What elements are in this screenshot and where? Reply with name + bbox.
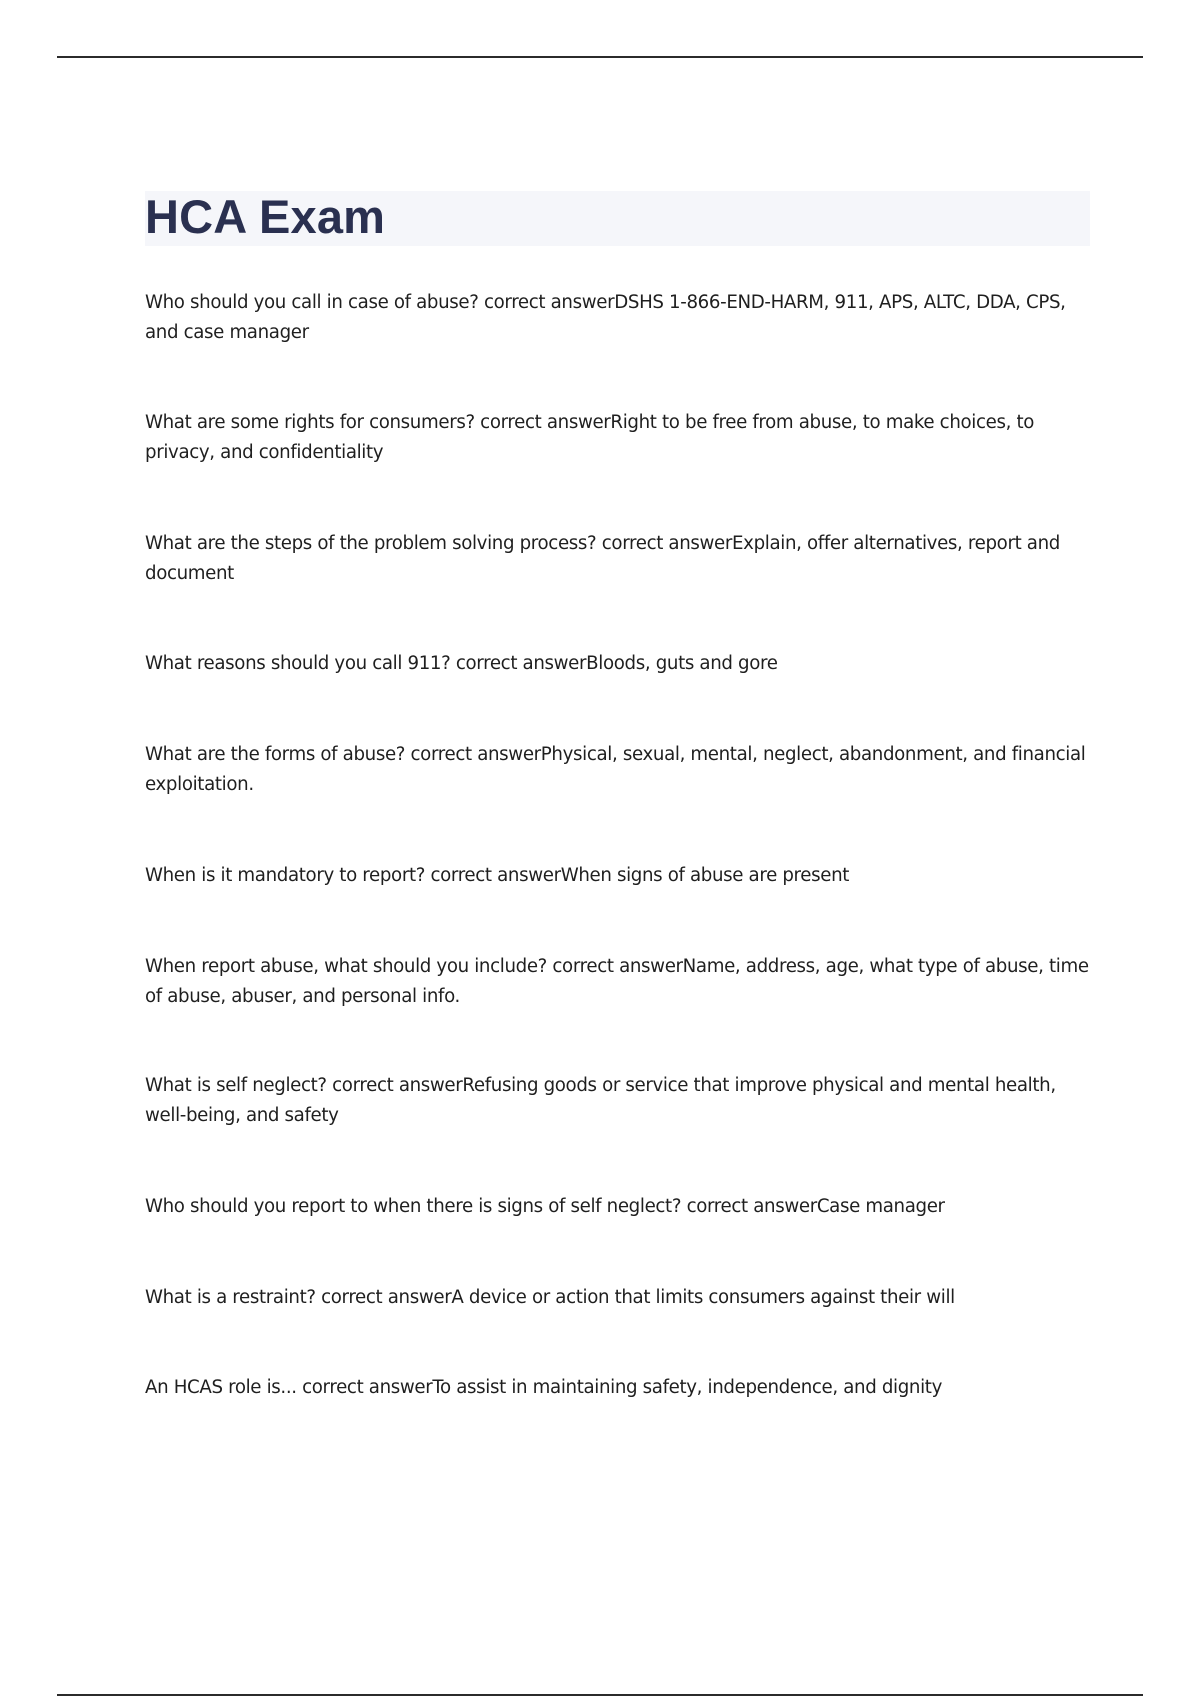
qa-item: What is self neglect? correct answerRefusing goods or service that improve physical and mental health, well-being, and safety (145, 1075, 1056, 1126)
qa-item: What are the steps of the problem solving process? correct answerExplain, offer alternatives, report and document (145, 533, 1060, 584)
qa-item: An HCAS role is... correct answerTo assist in maintaining safety, independence, and dignity (145, 1377, 942, 1398)
title-banner (145, 191, 1090, 246)
qa-item: What is a restraint? correct answerA device or action that limits consumers against their will (145, 1287, 955, 1308)
qa-item: What reasons should you call 911? correct answerBloods, guts and gore (145, 653, 778, 674)
footer-rule (57, 1694, 1143, 1696)
qa-item: Who should you report to when there is signs of self neglect? correct answerCase manager (145, 1196, 945, 1217)
qa-item: Who should you call in case of abuse? correct answerDSHS 1-866-END-HARM, 911, APS, ALTC, DDA, CPS, and case manager (145, 292, 1066, 343)
qa-item: What are some rights for consumers? correct answerRight to be free from abuse, to make choices, to privacy, and confidentiality (145, 412, 1035, 463)
header-rule (57, 56, 1143, 58)
qa-item: When is it mandatory to report? correct answerWhen signs of abuse are present (145, 865, 850, 886)
page-title: HCA Exam (145, 190, 386, 243)
qa-item: What are the forms of abuse? correct answerPhysical, sexual, mental, neglect, abandonment, and financial exploitation. (145, 744, 1086, 795)
qa-item: When report abuse, what should you include? correct answerName, address, age, what type of abuse, time of abuse, abuser, and personal info. (145, 956, 1089, 1007)
